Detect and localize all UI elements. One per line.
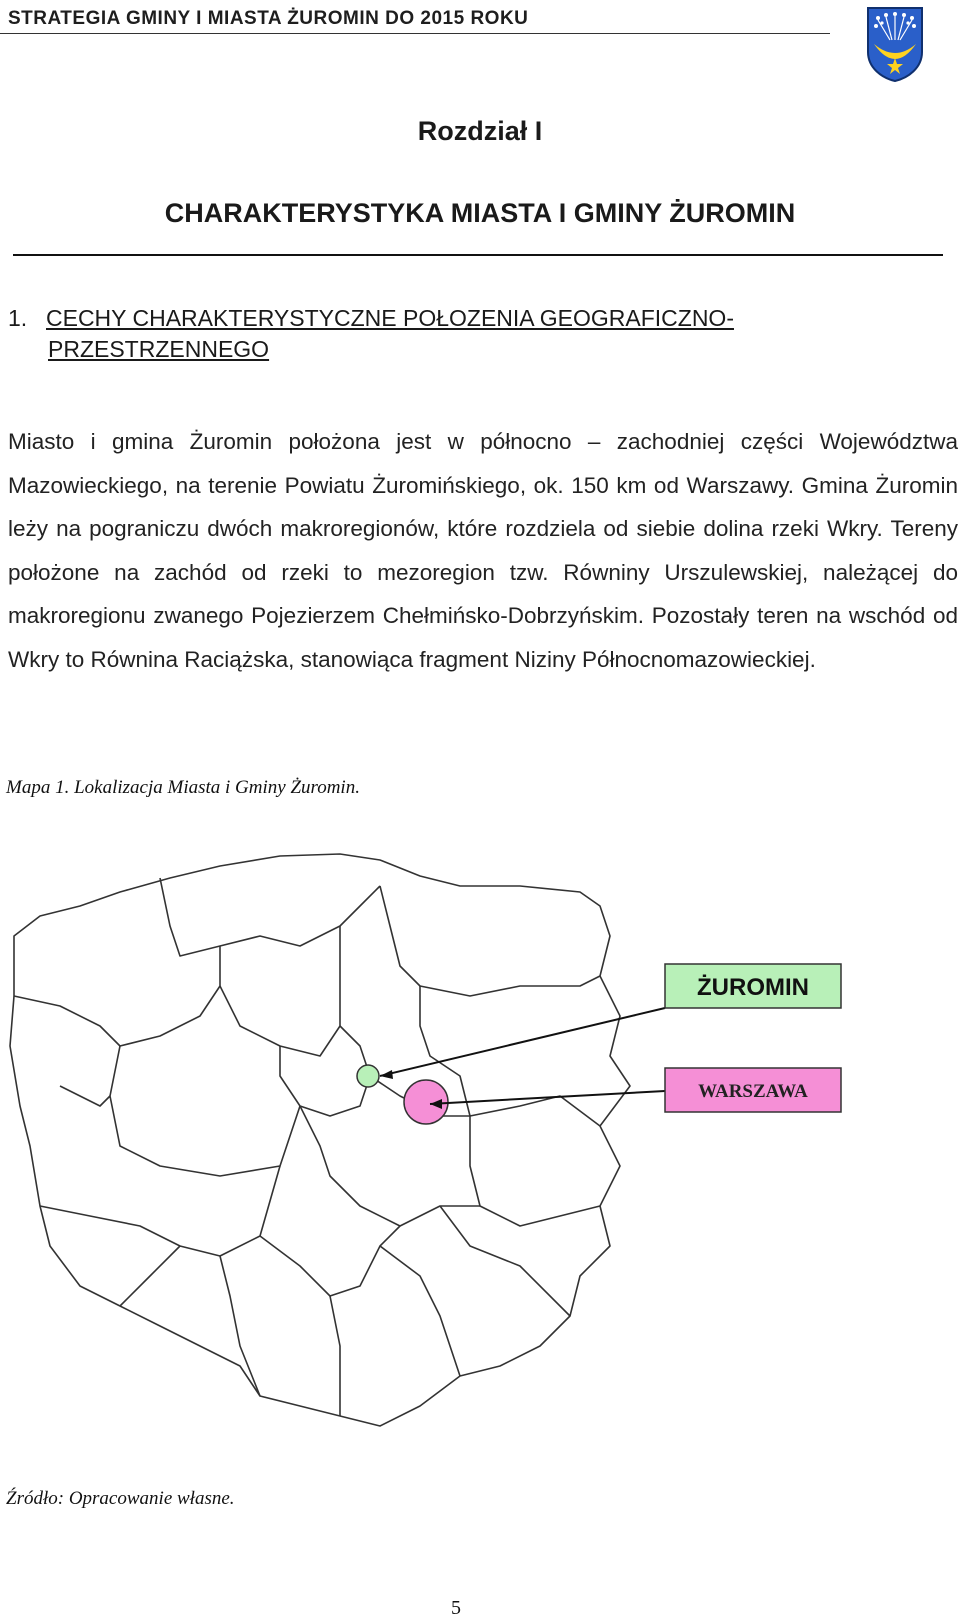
main-title: CHARAKTERYSTYKA MIASTA I GMINY ŻUROMIN — [164, 198, 796, 228]
voivodeship-border-11 — [260, 1226, 400, 1296]
zuromin-marker — [357, 1065, 379, 1087]
voivodeship-border-3 — [14, 946, 220, 1046]
zuromin-label: ŻUROMIN — [697, 974, 809, 1001]
voivodeship-border-2 — [380, 886, 600, 996]
section-heading — [8, 303, 828, 365]
warszawa-label: WARSZAWA — [698, 1081, 808, 1102]
voivodeship-border-9 — [300, 1106, 480, 1226]
poland-outline — [10, 854, 630, 1426]
voivodeship-border-17 — [60, 1086, 110, 1106]
voivodeship-border-16 — [120, 1246, 180, 1306]
title-rule — [13, 254, 943, 256]
voivodeship-border-4 — [220, 926, 340, 1056]
section-title-line1: CECHY CHARAKTERYSTYCZNE POŁOZENIA GEOGRAFICZNO- — [46, 305, 734, 331]
header-title: STRATEGIA GMINY I MIASTA ŻUROMIN DO 2015 ROKU — [8, 8, 529, 29]
page-number: 5 — [451, 1597, 461, 1619]
voivodeship-border-12 — [220, 1256, 260, 1396]
voivodeship-border-15 — [440, 1206, 570, 1316]
section-title-line2: PRZESTRZENNEGO — [48, 336, 270, 362]
section-number: 1. — [8, 305, 28, 331]
page-header — [0, 0, 930, 36]
voivodeship-border-6 — [110, 1046, 300, 1176]
map-caption: Mapa 1. Lokalizacja Miasta i Gminy Żuromin. — [6, 777, 360, 798]
voivodeship-border-14 — [380, 1246, 460, 1376]
voivodeship-border-10 — [40, 1166, 280, 1256]
voivodeship-border-5 — [280, 1026, 370, 1116]
zuromin-pointer — [380, 1008, 665, 1076]
coat-of-arms-crest-icon — [862, 4, 928, 82]
voivodeship-border-13 — [330, 1296, 340, 1416]
voivodeship-border-1 — [160, 878, 380, 956]
map-source: Źródło: Opracowanie własne. — [6, 1488, 235, 1509]
chapter-heading: Rozdział I — [417, 116, 543, 146]
body-paragraph: Miasto i gmina Żuromin położona jest w północno – zachodniej części Województwa Mazowieckiego, na terenie Powiatu Żuromińskiego, ok. 150 km od Warszawy. Gmina Żuromin leży na pograniczu dwóch makroregionów, które rozdziela od siebie dolina rzeki Wkry. Tereny położone na zachód od rzeki to mezoregion tzw. Równiny Urszulewskiej, należącej do makroregionu zwanego Pojezierzem Chełmińsko-Dobrzyńskim. Pozostały teren na wschód od Wkry to Równina Raciążska, stanowiąca fragment Niziny Północnomazowieckiej. — [8, 429, 958, 672]
header-rule — [0, 33, 830, 34]
poland-map — [0, 846, 960, 1486]
